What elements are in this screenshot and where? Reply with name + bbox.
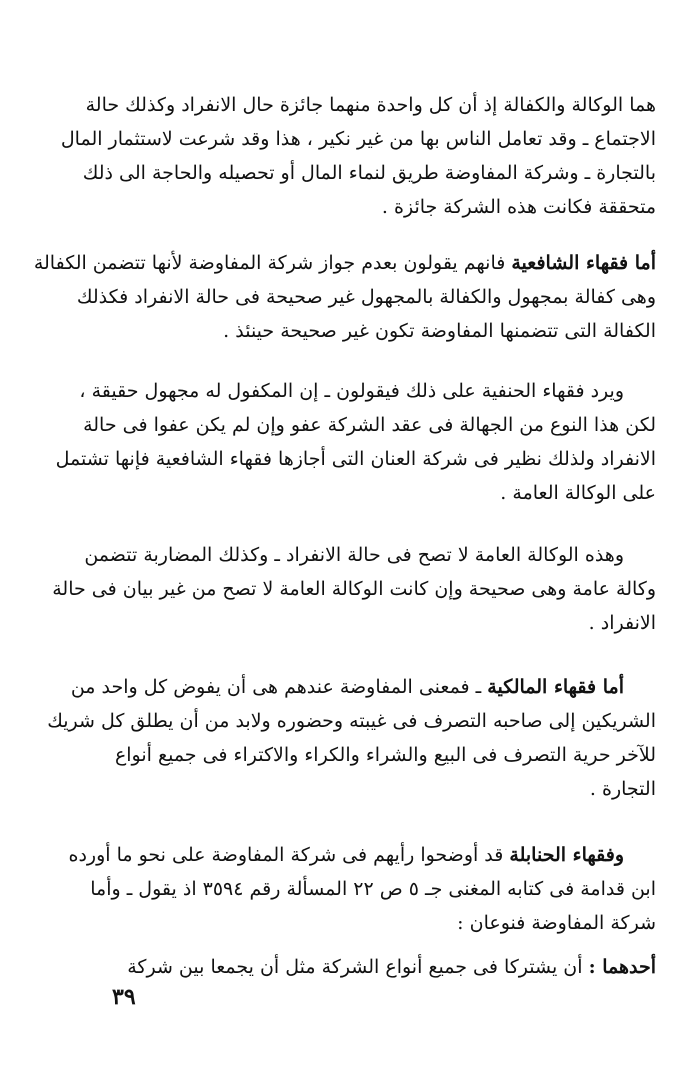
bold-lead: أحدهما : (588, 956, 656, 978)
line-rest: فانهم يقولون بعدم جواز شركة المفاوضة لأنها تتضمن الكفالة (33, 252, 512, 274)
text-line: وهى كفالة بمجهول والكفالة بالمجهول غير صحيحة فى حالة الانفراد فكذلك (76, 286, 656, 308)
text-line: شركة المفاوضة فنوعان : (457, 912, 656, 934)
text-line (70, 670, 656, 704)
bold-lead: أما فقهاء الشافعية (511, 252, 656, 274)
text-line: وكالة عامة وهى صحيحة وإن كانت الوكالة العامة لا تصح من غير بيان فى حالة (52, 578, 656, 600)
paragraph-3 (55, 374, 656, 510)
text-line: الشريكين إلى صاحبه التصرف فى غيبته وحضوره ولابد من أن يطلق كل شريك (47, 710, 656, 732)
paragraph-6 (68, 838, 656, 940)
text-line: وهذه الوكالة العامة لا تصح فى حالة الانفراد ـ وكذلك المضاربة تتضمن (84, 544, 624, 566)
body-text (33, 88, 656, 984)
text-line: التجارة . (589, 778, 656, 800)
text-line: متحققة فكانت هذه الشركة جائزة . (381, 196, 656, 218)
page-number: ٣٩ (112, 984, 136, 1010)
paragraph-4 (52, 538, 656, 640)
text-line: بالتجارة ـ وشركة المفاوضة طريق لنماء المال أو تحصيله والحاجة الى ذلك (82, 162, 656, 184)
text-line: ويرد فقهاء الحنفية على ذلك فيقولون ـ إن المكفول له مجهول حقيقة ، (79, 380, 624, 402)
bold-lead: وفقهاء الحنابلة (509, 844, 624, 866)
text-line: الانفراد . (588, 612, 656, 634)
text-line: على الوكالة العامة . (500, 482, 656, 504)
text-line: لكن هذا النوع من الجهالة فى عقد الشركة عفو وإن لم يكن عفوا فى حالة (83, 414, 656, 436)
line-rest: ـ فمعنى المفاوضة عندهم هى أن يفوض كل واحد من (70, 676, 488, 698)
line-rest: أن يشتركا فى جميع أنواع الشركة مثل أن يجمعا بين شركة (127, 956, 589, 978)
paragraph-5 (47, 670, 656, 806)
paragraph-7 (110, 950, 656, 984)
text-line: الاجتماع ـ وقد تعامل الناس بها من غير نكير ، هذا وقد شرعت لاستثمار المال (60, 128, 656, 150)
text-line: ابن قدامة فى كتابه المغنى جـ ٥ ص ٢٢ المسألة رقم ٣٥٩٤ اذ يقول ـ وأما (90, 878, 656, 900)
text-line: الانفراد ولذلك نظير فى شركة العنان التى أجازها فقهاء الشافعية فإنها تشتمل (55, 448, 656, 470)
text-line: هما الوكالة والكفالة إذ أن كل واحدة منهما جائزة حال الانفراد وكذلك حالة (85, 94, 656, 116)
text-line (68, 838, 656, 872)
text-line (33, 246, 656, 280)
bold-lead: أما فقهاء المالكية (487, 676, 624, 698)
paragraph-2 (33, 246, 656, 348)
line-rest: قد أوضحوا رأيهم فى شركة المفاوضة على نحو ما أورده (68, 844, 510, 866)
text-line: للآخر حرية التصرف فى البيع والشراء والكراء والاكتراء فى جميع أنواع (114, 744, 656, 766)
paragraph-1 (60, 88, 656, 224)
text-line: الكفالة التى تتضمنها المفاوضة تكون غير صحيحة حينئذ . (223, 320, 656, 342)
text-line (110, 950, 656, 984)
